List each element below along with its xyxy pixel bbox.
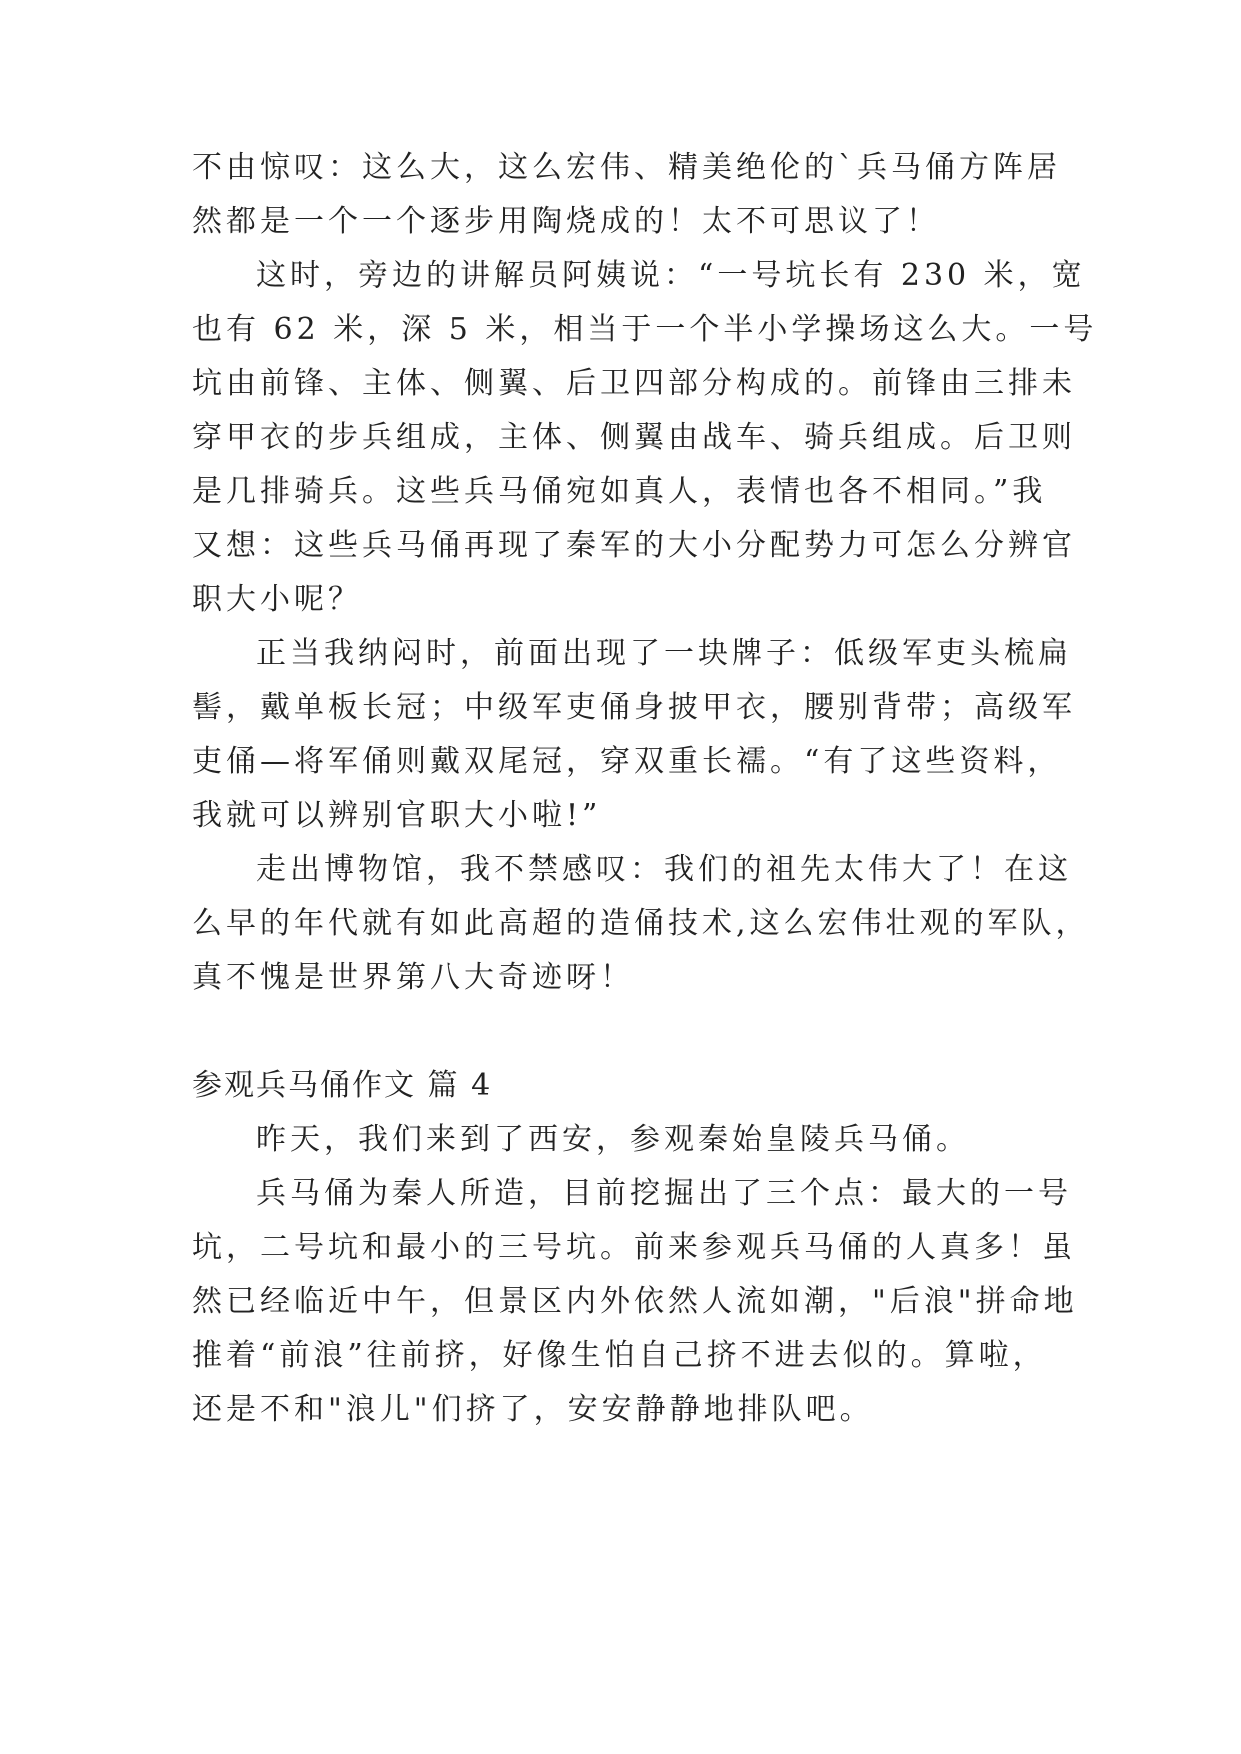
text-line: 坑由前锋、主体、侧翼、后卫四部分构成的。前锋由三排未 xyxy=(192,366,1076,401)
text-line: 我就可以辨别官职大小啦!” xyxy=(192,798,602,833)
text-line: 职大小呢？ xyxy=(192,582,362,617)
text-line: 还是不和"浪儿"们挤了，安安静静地排队吧。 xyxy=(192,1392,874,1427)
text-line: 穿甲衣的步兵组成，主体、侧翼由战车、骑兵组成。后卫则 xyxy=(192,420,1076,455)
text-line: 也有 62 米，深 5 米，相当于一个半小学操场这么大。一号 xyxy=(192,312,1098,347)
text-line: 又想：这些兵马俑再现了秦军的大小分配势力可怎么分辨官 xyxy=(192,528,1076,563)
text-line: 么早的年代就有如此高超的造俑技术,这么宏伟壮观的军队， xyxy=(192,906,1090,941)
text-line: 髻，戴单板长冠；中级军吏俑身披甲衣，腰别背带；高级军 xyxy=(192,690,1076,725)
text-line: 坑，二号坑和最小的三号坑。前来参观兵马俑的人真多！虽 xyxy=(192,1230,1076,1265)
paragraph-start-line: 这时，旁边的讲解员阿姨说：“一号坑长有 230 米，宽 xyxy=(256,258,1086,293)
text-line: 不由惊叹：这么大，这么宏伟、精美绝伦的`兵马俑方阵居 xyxy=(192,150,1061,185)
paragraph-start-line: 走出博物馆，我不禁感叹：我们的祖先太伟大了！在这 xyxy=(256,852,1072,887)
paragraph-start-line: 昨天，我们来到了西安，参观秦始皇陵兵马俑。 xyxy=(256,1122,970,1157)
text-line: 推着“前浪”往前挤，好像生怕自己挤不进去似的。算啦， xyxy=(192,1338,1047,1373)
section-heading: 参观兵马俑作文 篇 4 xyxy=(192,1068,493,1103)
paragraph-start-line: 正当我纳闷时，前面出现了一块牌子：低级军吏头梳扁 xyxy=(256,636,1072,671)
text-line: 吏俑—将军俑则戴双尾冠，穿双重长襦。“有了这些资料， xyxy=(192,744,1062,779)
text-line: 然已经临近中午，但景区内外依然人流如潮，"后浪"拼命地 xyxy=(192,1284,1078,1319)
text-line: 然都是一个一个逐步用陶烧成的！太不可思议了！ xyxy=(192,204,940,239)
text-line: 真不愧是世界第八大奇迹呀！ xyxy=(192,960,634,995)
paragraph-start-line: 兵马俑为秦人所造，目前挖掘出了三个点：最大的一号 xyxy=(256,1176,1072,1211)
text-line: 是几排骑兵。这些兵马俑宛如真人，表情也各不相同。”我 xyxy=(192,474,1047,509)
